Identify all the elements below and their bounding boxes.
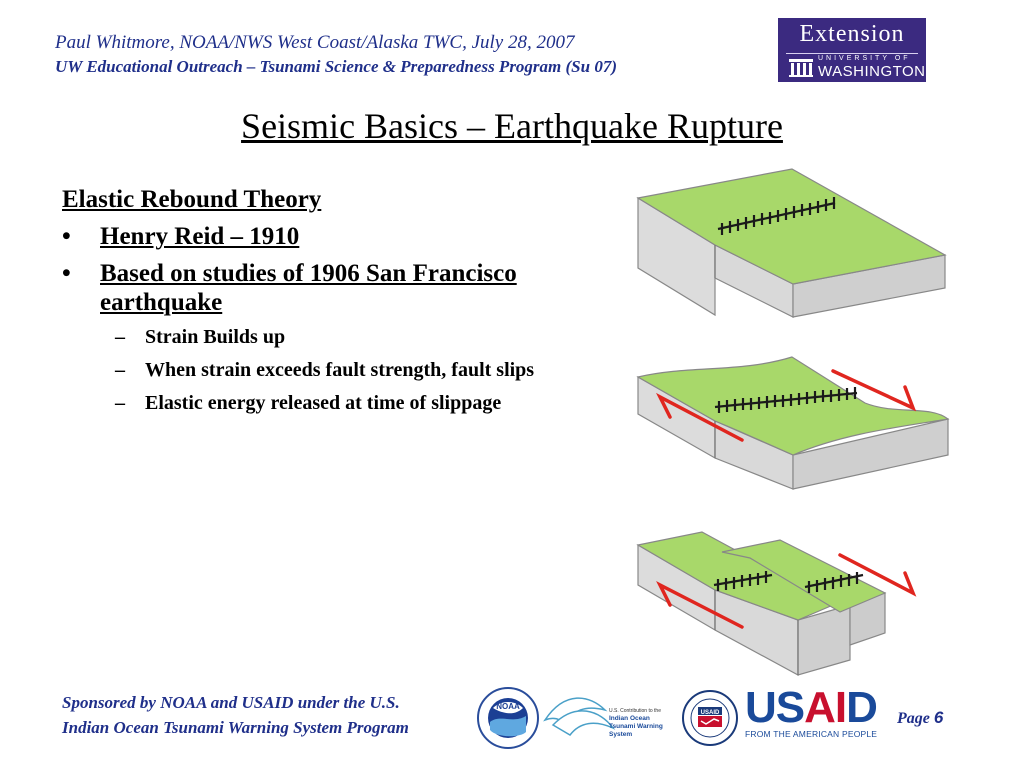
iotws-logo bbox=[545, 698, 663, 738]
bullet-item bbox=[62, 222, 602, 251]
page-label: Page bbox=[897, 710, 930, 727]
header-author-line: Paul Whitmore, NOAA/NWS West Coast/Alaska TWC, July 28, 2007 bbox=[55, 32, 575, 53]
slide-content bbox=[62, 186, 602, 424]
subbullet-item bbox=[62, 325, 602, 349]
subbullet-item bbox=[62, 391, 602, 415]
sponsor-footer bbox=[62, 690, 409, 740]
subbullet-text: Strain Builds up bbox=[145, 326, 286, 348]
subbullet-marker: – bbox=[115, 326, 125, 348]
usaid-logo bbox=[745, 683, 878, 739]
subbullet-item bbox=[62, 358, 602, 382]
subbullet-text: Elastic energy released at time of slippage bbox=[145, 392, 502, 414]
subbullet-marker: – bbox=[115, 359, 125, 381]
usaid-seal-text: USAID bbox=[700, 710, 720, 716]
uw-extension-logo bbox=[778, 18, 926, 82]
block-unstrained bbox=[638, 169, 945, 317]
sponsor-line-1: Sponsored by NOAA and USAID under the U.S. bbox=[62, 693, 400, 712]
sponsor-line-2: Indian Ocean Tsunami Warning System Program bbox=[62, 718, 409, 737]
elastic-rebound-diagram bbox=[630, 165, 970, 685]
logo-extension-word: Extension bbox=[799, 21, 905, 47]
iotws-text-1: U.S. Contribution to the bbox=[609, 708, 661, 714]
usaid-wordmark bbox=[745, 683, 877, 732]
iotws-text-3: Tsunami Warning bbox=[609, 723, 663, 730]
subbullet-text: When strain exceeds fault strength, fault slips bbox=[145, 359, 535, 381]
usaid-us: US bbox=[745, 683, 805, 732]
bullet-text: Henry Reid – 1910 bbox=[100, 223, 300, 250]
block-strained bbox=[638, 357, 948, 489]
usaid-ai: AI bbox=[804, 683, 847, 732]
logo-university-of: UNIVERSITY OF bbox=[818, 55, 911, 62]
usaid-seal bbox=[683, 691, 737, 745]
usaid-d: D bbox=[846, 683, 877, 732]
page-number bbox=[897, 708, 943, 728]
noaa-logo bbox=[478, 688, 538, 748]
logo-washington: WASHINGTON bbox=[818, 63, 926, 80]
header-program-line: UW Educational Outreach – Tsunami Science & Preparedness Program (Su 07) bbox=[55, 57, 618, 76]
content-heading: Elastic Rebound Theory bbox=[62, 186, 322, 213]
bullet-text: Based on studies of 1906 San Francisco earthquake bbox=[100, 260, 517, 316]
uw-columns-icon bbox=[788, 58, 814, 78]
iotws-text-2: Indian Ocean bbox=[609, 715, 650, 722]
bullet-marker: • bbox=[62, 260, 71, 287]
noaa-text: NOAA bbox=[496, 702, 520, 711]
slide-title: Seismic Basics – Earthquake Rupture bbox=[241, 106, 783, 146]
page-number-value: 6 bbox=[933, 708, 944, 727]
bullet-marker: • bbox=[62, 223, 71, 250]
block-ruptured bbox=[638, 532, 885, 675]
logo-rule bbox=[786, 53, 918, 54]
iotws-text-4: System bbox=[609, 731, 633, 738]
sponsor-logos bbox=[475, 680, 740, 760]
subbullet-marker: – bbox=[115, 392, 125, 414]
usaid-tagline: FROM THE AMERICAN PEOPLE bbox=[745, 729, 878, 739]
bullet-item bbox=[62, 259, 602, 317]
